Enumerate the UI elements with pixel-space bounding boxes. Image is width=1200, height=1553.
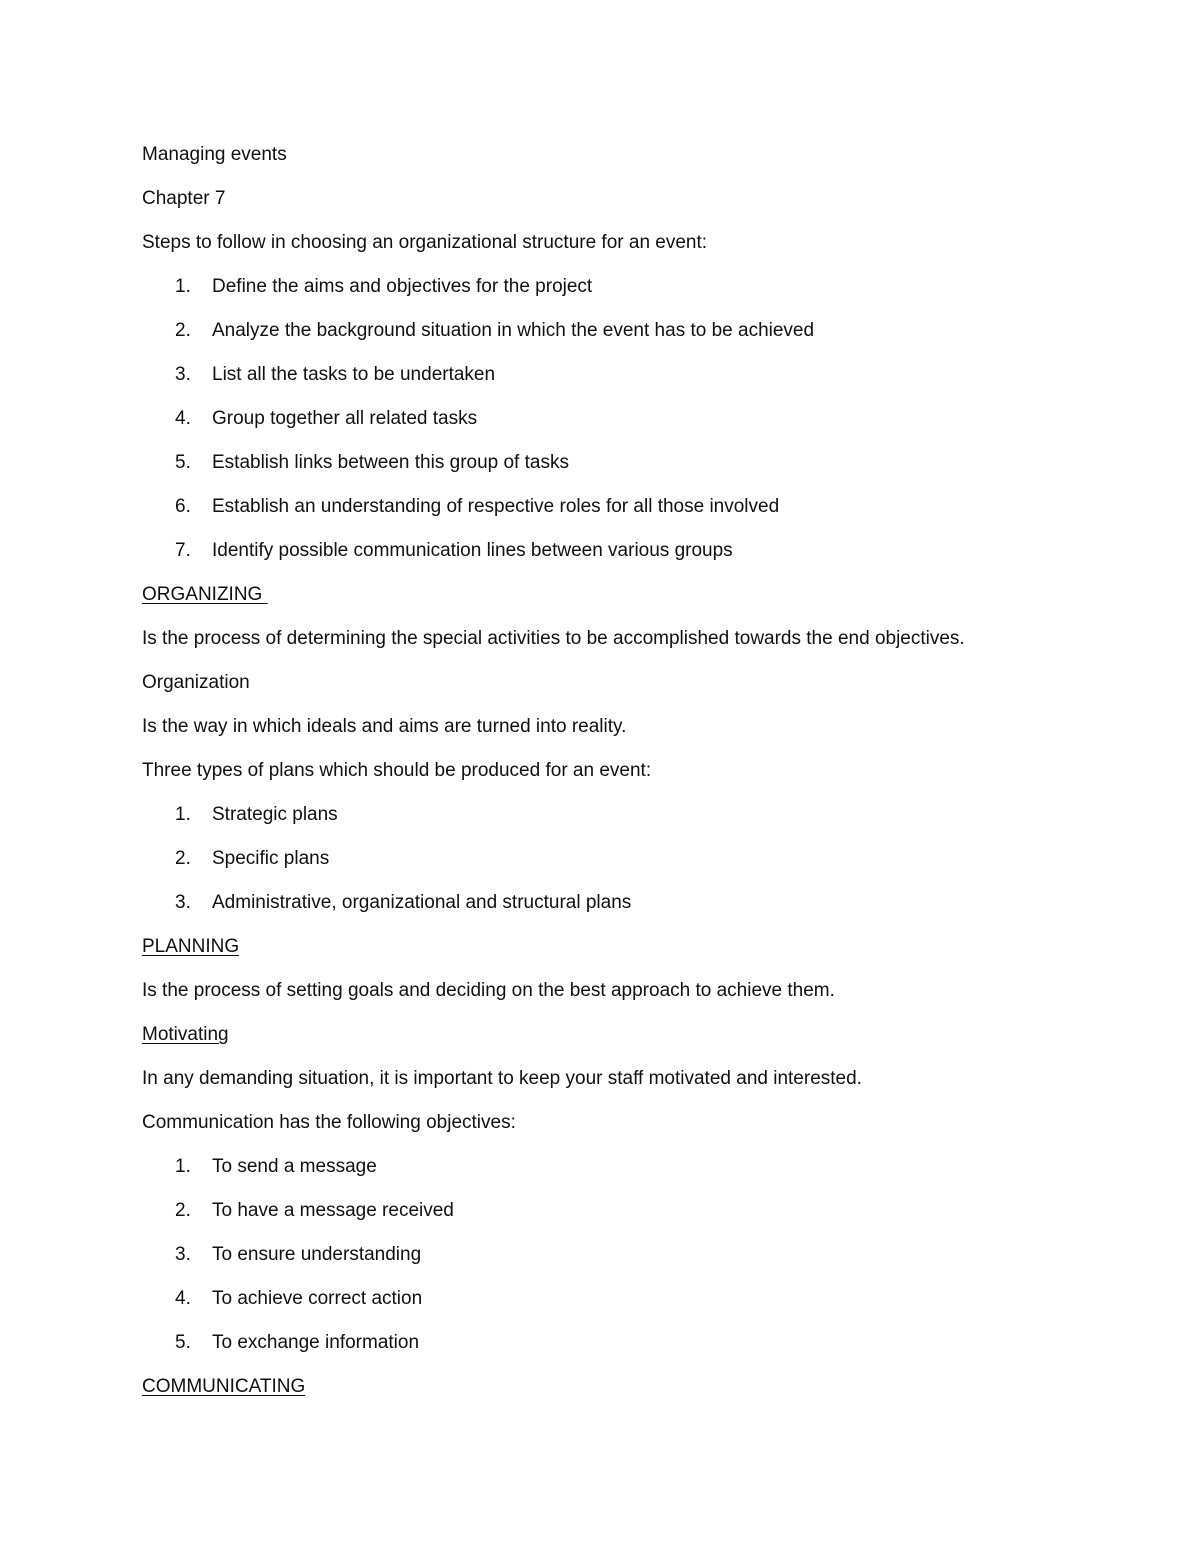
list-text: Specific plans (212, 848, 330, 869)
list-item (142, 319, 1102, 343)
list-number: 1. (175, 276, 191, 297)
list-item (142, 407, 1102, 431)
planning-definition: Is the process of setting goals and deciding on the best approach to achieve them. (142, 980, 835, 1001)
list-text: To exchange information (212, 1332, 420, 1353)
list-item (142, 1243, 1102, 1267)
list-item (142, 1199, 1102, 1223)
list-text: Group together all related tasks (212, 408, 478, 429)
communication-intro: Communication has the following objectives: (142, 1112, 516, 1133)
list-text: Identify possible communication lines between various groups (212, 540, 733, 561)
list-item (142, 1287, 1102, 1311)
list-number: 3. (175, 892, 191, 913)
list-number: 3. (175, 1244, 191, 1265)
list-text: Establish links between this group of tasks (212, 452, 569, 473)
organizing-definition: Is the process of determining the special activities to be accomplished towards the end objectives. (142, 628, 965, 649)
list-number: 3. (175, 364, 191, 385)
list-text: Administrative, organizational and structural plans (212, 892, 632, 913)
list-number: 6. (175, 496, 191, 517)
list-number: 2. (175, 1200, 191, 1221)
motivating-definition: In any demanding situation, it is important to keep your staff motivated and interested. (142, 1068, 862, 1089)
list-number: 1. (175, 1156, 191, 1177)
list-text: Define the aims and objectives for the project (212, 276, 593, 297)
list-item (142, 847, 1102, 871)
list-number: 2. (175, 320, 191, 341)
list-item (142, 1155, 1102, 1179)
list-number: 5. (175, 1332, 191, 1353)
list-item (142, 539, 1102, 563)
list-number: 4. (175, 408, 191, 429)
organization-definition: Is the way in which ideals and aims are turned into reality. (142, 716, 627, 737)
organization-heading: Organization (142, 672, 250, 693)
motivating-heading: Motivating (142, 1024, 229, 1045)
list-item (142, 275, 1102, 299)
planning-heading: PLANNING (142, 936, 240, 957)
list-item (142, 495, 1102, 519)
list-text: To send a message (212, 1156, 377, 1177)
list-item (142, 363, 1102, 387)
list-text: To have a message received (212, 1200, 454, 1221)
chapter-label: Chapter 7 (142, 188, 226, 209)
list-item (142, 891, 1102, 915)
document-body (142, 143, 1102, 1419)
list-text: To ensure understanding (212, 1244, 422, 1265)
organizing-heading: ORGANIZING (142, 584, 268, 605)
communication-list (142, 1155, 1102, 1355)
plans-intro: Three types of plans which should be produced for an event: (142, 760, 652, 781)
list-text: Analyze the background situation in which the event has to be achieved (212, 320, 815, 341)
list-number: 2. (175, 848, 191, 869)
communicating-heading: COMMUNICATING (142, 1376, 306, 1397)
list-text: Strategic plans (212, 804, 338, 825)
plans-list (142, 803, 1102, 915)
list-number: 4. (175, 1288, 191, 1309)
document-title: Managing events (142, 144, 287, 165)
list-number: 7. (175, 540, 191, 561)
list-text: Establish an understanding of respective roles for all those involved (212, 496, 780, 517)
list-text: List all the tasks to be undertaken (212, 364, 496, 385)
list-item (142, 451, 1102, 475)
list-item (142, 1331, 1102, 1355)
list-number: 1. (175, 804, 191, 825)
list-number: 5. (175, 452, 191, 473)
steps-list (142, 275, 1102, 563)
list-item (142, 803, 1102, 827)
list-text: To achieve correct action (212, 1288, 423, 1309)
steps-intro: Steps to follow in choosing an organizational structure for an event: (142, 232, 708, 253)
